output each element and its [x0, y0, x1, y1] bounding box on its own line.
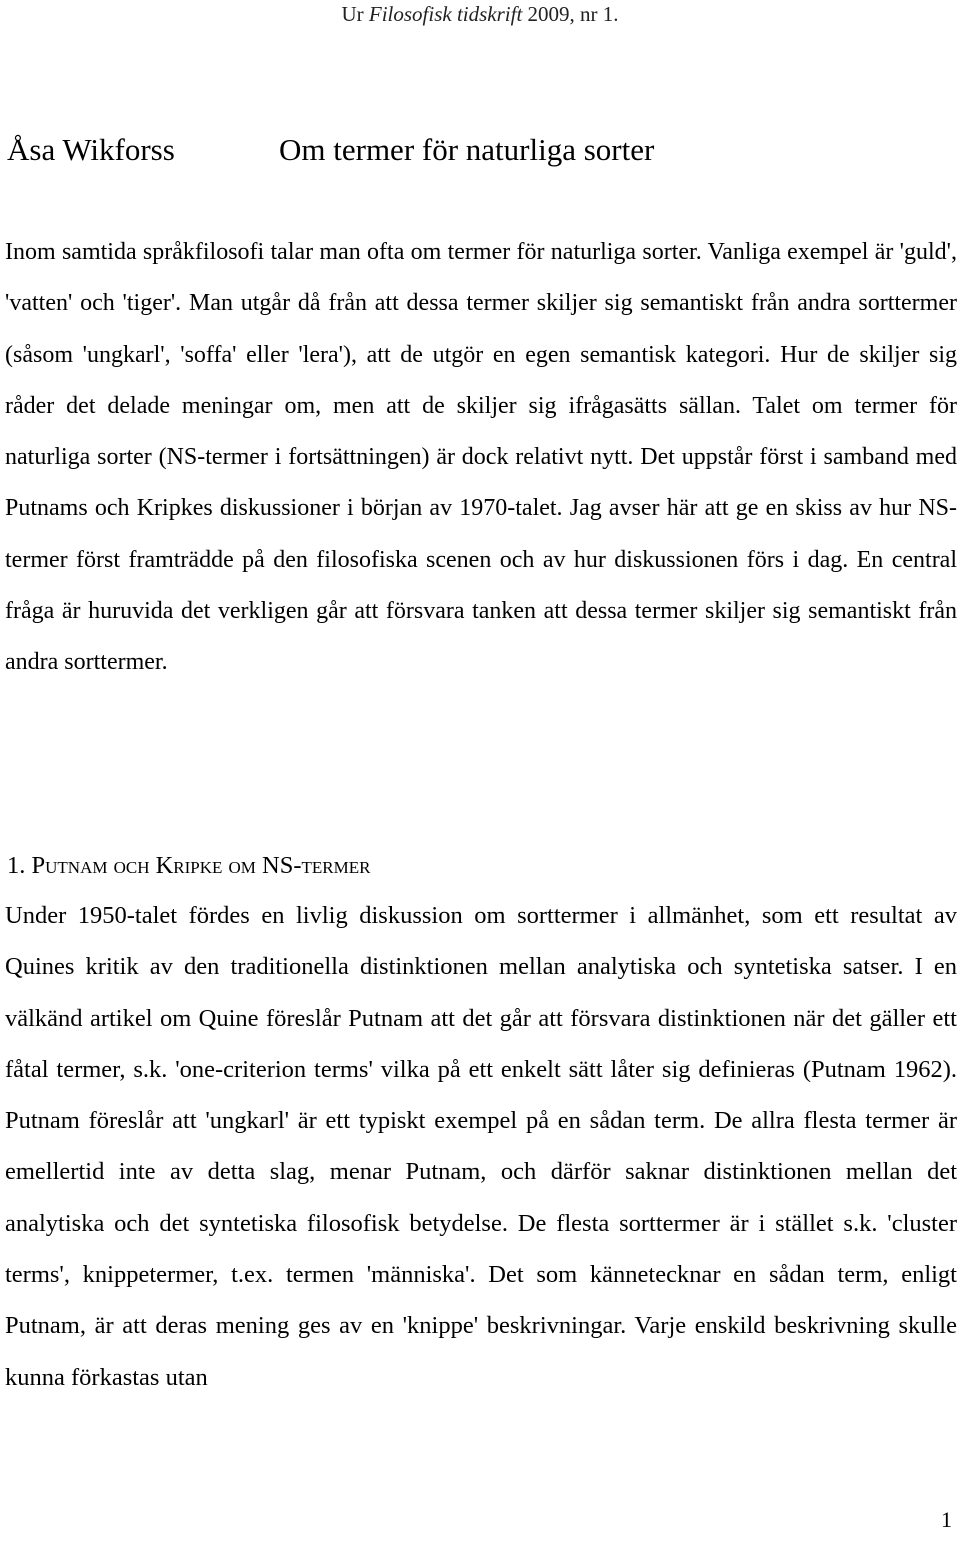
article-title: Om termer för naturliga sorter — [279, 132, 655, 167]
source-header — [0, 0, 960, 28]
header-prefix: Ur — [341, 2, 369, 26]
journal-name: Filosofisk tidskrift — [368, 2, 523, 26]
abstract-paragraph: Inom samtida språkfilosofi talar man ofta om termer för naturliga sorter. Vanliga exempel är 'guld', 'vatten' och 'tiger'. Man utgår då från att dessa termer skiljer sig semantiskt från andra sorttermer (såsom 'ungkarl', 'soffa' eller 'lera'), att de utgör en egen semantisk kategori. Hur de skiljer sig råder det delade meningar om, men att de skiljer sig ifrågasätts sällan. Talet om termer för naturliga sorter (NS-termer i fortsättningen) är dock relativt nytt. Det uppstår först i samband med Putnams och Kripkes diskussioner i början av 1970-talet. Jag avser här att ge en skiss av hur NS-termer först framträdde på den filosofiska scenen och av hur diskussionen förs i dag. En central fråga är huruvida det verkligen går att försvara tanken att dessa termer skiljer sig semantiskt från andra sorttermer. — [5, 239, 957, 676]
body-paragraph: Under 1950-talet fördes en livlig diskussion om sorttermer i allmänhet, som ett resultat av Quines kritik av den traditionella distinktionen mellan analytiska och syntetiska satser. I en välkänd artikel om Quine föreslår Putnam att det går att försvara distinktionen när det gäller ett fåtal termer, s.k. 'one-criterion terms' vilka på ett enkelt sätt låter sig definieras (Putnam 1962). Putnam föreslår att 'ungkarl' är ett typiskt exempel på en sådan term. De allra flesta termer är emellertid inte av detta slag, menar Putnam, och därför saknar distinktionen mellan det analytiska och det syntetiska filosofisk betydelse. De flesta sorttermer är i stället s.k. 'cluster terms', knippetermer, t.ex. termen 'människa'. Det som kännetecknar en sådan term, enligt Putnam, är att deras mening ges av en 'knippe' beskrivningar. Varje enskild beskrivning skulle kunna förkastas utan — [5, 902, 957, 1391]
section-heading: 1. Putnam och Kripke om NS-termer — [7, 852, 371, 879]
author-name: Åsa Wikforss — [7, 132, 175, 167]
page-number: 1 — [941, 1507, 952, 1532]
header-suffix: 2009, nr 1. — [522, 2, 619, 26]
